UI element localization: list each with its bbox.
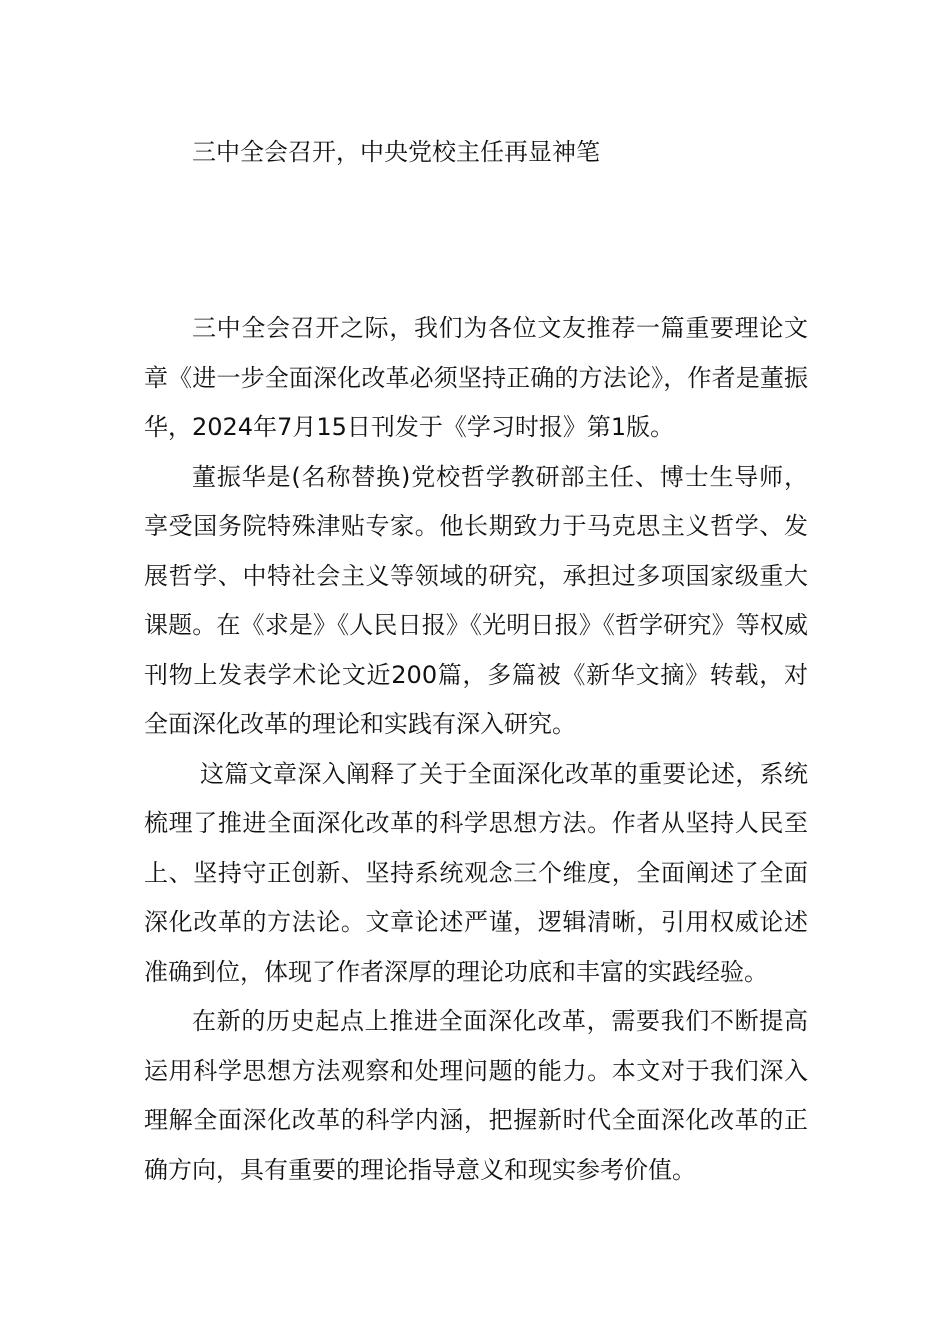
paragraph-article-summary: 这篇文章深入阐释了关于全面深化改革的重要论述，系统梳理了推进全面深化改革的科学思想方法。作者从坚持人民至上、坚持守正创新、坚持系统观念三个维度，全面阐述了全面深化改革的方法论。文章论述严谨，逻辑清晰，引用权威论述准确到位，体现了作者深厚的理论功底和丰富的实践经验。 xyxy=(144,759,808,986)
paragraph-conclusion: 在新的历史起点上推进全面深化改革，需要我们不断提高运用科学思想方法观察和处理问题的能力。本文对于我们深入理解全面深化改革的科学内涵，把握新时代全面深化改革的正确方向，具有重要的理论指导意义和现实参考价值。 xyxy=(144,1007,808,1184)
paragraph-author-bio: 董振华是(名称替换)党校哲学教研部主任、博士生导师，享受国务院特殊津贴专家。他长期致力于马克思主义哲学、发展哲学、中特社会主义等领域的研究，承担过多项国家级重大课题。在《求是》《人民日报》《光明日报》《哲学研究》等权威刊物上发表学术论文近200篇，多篇被《新华文摘》转载，对全面深化改革的理论和实践有深入研究。 xyxy=(144,462,808,738)
document-body xyxy=(144,304,808,1195)
document-title: 三中全会召开，中央党校主任再显神笔 xyxy=(192,138,600,166)
paragraph-intro: 三中全会召开之际，我们为各位文友推荐一篇重要理论文章《进一步全面深化改革必须坚持正确的方法论》，作者是董振华，2024年7月15日刊发于《学习时报》第1版。 xyxy=(144,314,808,441)
